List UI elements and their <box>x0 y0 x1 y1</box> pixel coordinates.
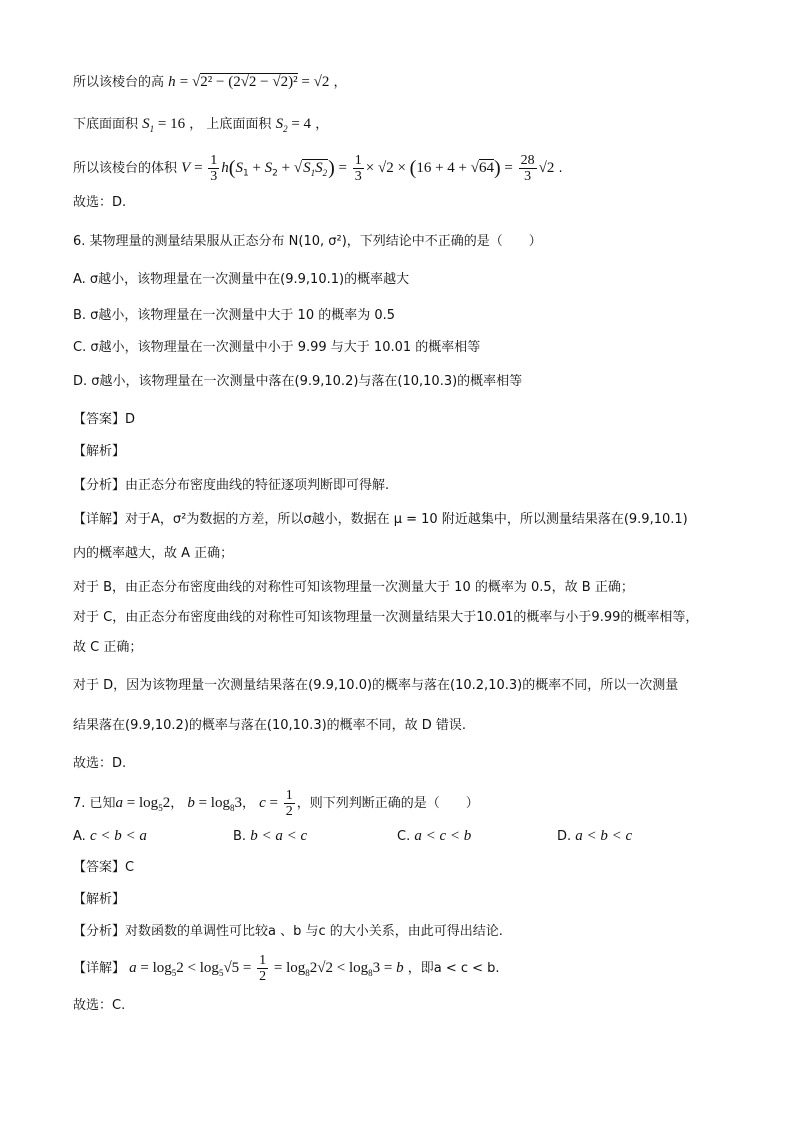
expr: $S_1$ <box>142 116 155 134</box>
text: 所以该棱台的高 <box>73 75 165 90</box>
q6-detail-line-1: 【详解】对于A，σ²为数据的方差，所以σ越小，数据在 μ = 10 附近越集中，所以测量结果落在(9.9,10.1) <box>73 512 688 527</box>
label: 下底面面积 <box>73 117 139 132</box>
q6-detail-line-5: 故 C 正确； <box>73 640 143 655</box>
expr: V <box>181 160 191 176</box>
q6-detail-line-3: 对于 B，由正态分布密度曲线的对称性可知该物理量一次测量大于 10 的概率为 0.5，故 B 正确； <box>73 580 634 595</box>
q7-stem: 7. 已知$a = \log_52$， $b = \log_83$， c = $\frac{1}{2}$ ，则下列判断正确的是（ ） <box>73 788 479 819</box>
q7-option-d: D. a < b < c <box>557 828 633 844</box>
q5-area-line <box>73 114 328 139</box>
q7-option-c: C. a < c < b <box>397 828 472 844</box>
text: 7. 已知 <box>73 796 116 811</box>
q6-option-c: C. σ越小，该物理量在一次测量中小于 9.99 与大于 10.01 的概率相等 <box>73 340 481 355</box>
fraction: $\frac{1}{2}$ <box>285 788 293 819</box>
punct: . <box>558 161 563 176</box>
q6-option-a: A. σ越小，该物理量在一次测量中在(9.9,10.1)的概率越大 <box>73 272 410 287</box>
q6-option-b: B. σ越小，该物理量在一次测量中大于 10 的概率为 0.5 <box>73 308 396 323</box>
text: ，则下列判断正确的是（ ） <box>296 796 479 811</box>
q7-analysis-heading: 【解析】 <box>73 892 126 907</box>
fraction: $\frac{1}{3}$ <box>354 153 362 184</box>
q6-analysis-heading: 【解析】 <box>73 444 126 459</box>
q6-detail-line-6: 对于 D，因为该物理量一次测量结果落在(9.9,10.0)的概率与落在(10.2,10.3)的概率不同，所以一次测量 <box>73 678 679 693</box>
q6-choice: 故选：D. <box>73 756 127 771</box>
q6-analysis: 【分析】由正态分布密度曲线的特征逐项判断即可得解. <box>73 478 390 493</box>
q7-choice: 故选：C. <box>73 998 126 1013</box>
q7-option-b: B. b < a < c <box>233 828 308 844</box>
q6-stem: 6. 某物理量的测量结果服从正态分布 N(10, σ²)，下列结论中不正确的是（ ） <box>73 234 542 249</box>
fraction: $\frac{1}{2}$ <box>259 953 267 984</box>
q6-detail-line-4: 对于 C，由正态分布密度曲线的对称性可知该物理量一次测量结果大于10.01的概率与小于9.99的概率相等， <box>73 610 699 625</box>
expr: = 16 <box>154 116 186 132</box>
q5-height-line <box>73 72 346 93</box>
q6-answer: 【答案】D <box>73 412 136 427</box>
q6-detail-line-7: 结果落在(9.9,10.2)的概率与落在(10,10.3)的概率不同，故 D 错误. <box>73 718 467 733</box>
q7-detail: 【详解】 $a = \log_52 < \log_5√5$ = $\frac{1}{2}$ = $\log_82√2 < \log_83 = b$ ，即a < c < b. <box>73 953 500 984</box>
q6-detail-line-2: 内的概率越大，故 A 正确； <box>73 546 234 561</box>
q5-choice: 故选：D. <box>73 195 127 210</box>
label: 【详解】 <box>73 961 126 976</box>
text: ，即a < c < b. <box>407 961 500 976</box>
q5-volume-line: 所以该棱台的体积 V = $\frac{1}{3}$ $h(S_1 + S_2 + √S_1S_2)$ = $\frac{1}{3}$ × √2 × (16 + 4 + √64) = $\frac{28}{3}$ √2 . <box>73 153 563 184</box>
q7-option-a: A. c < b < a <box>73 828 147 844</box>
formula-height: h <box>168 74 176 90</box>
q7-answer: 【答案】C <box>73 860 135 875</box>
punct: ， <box>189 117 203 132</box>
label: 上底面面积 <box>206 117 272 132</box>
expr: = 4 <box>287 116 312 132</box>
fraction: $\frac{28}{3}$ <box>520 153 535 184</box>
fraction: $\frac{1}{3}$ <box>210 153 218 184</box>
q7-analysis: 【分析】对数函数的单调性可比较a 、b 与c 的大小关系，由此可得出结论. <box>73 924 503 939</box>
formula-rest: = √2² − (2√2 − √2)² = √2 <box>179 74 330 90</box>
expr: $S_2$ <box>275 116 288 134</box>
q6-option-d: D. σ越小，该物理量在一次测量中落在(9.9,10.2)与落在(10,10.3)的概率相等 <box>73 374 523 389</box>
punct: ， <box>315 117 329 132</box>
punct: ， <box>333 75 347 90</box>
label: 所以该棱台的体积 <box>73 161 178 176</box>
